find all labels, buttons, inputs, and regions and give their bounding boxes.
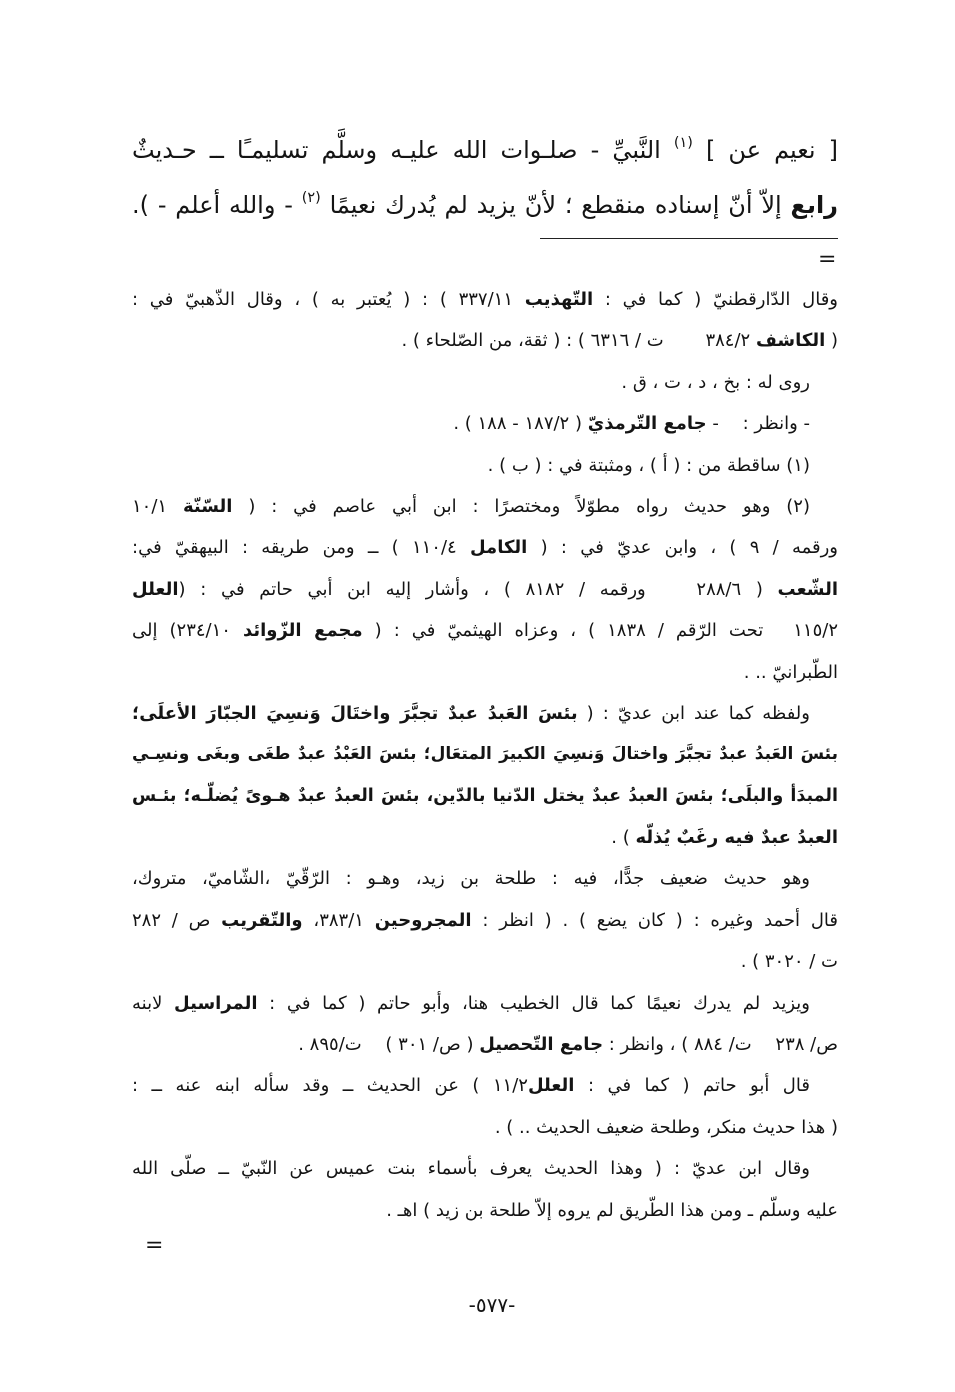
- footnote-text: ص / ٢٨٢: [132, 909, 222, 931]
- footnote-text: قال أبو حاتم ( كما في :: [574, 1075, 810, 1097]
- footnote-text: ١١/٢ ) عن الحديث ــ وقد سأله ابنه عنه ــ :: [132, 1075, 528, 1097]
- continuation-mark-top: =: [818, 247, 837, 272]
- cited-work-title: جامع التّحصيل: [479, 1034, 604, 1056]
- footnote-line: [132, 652, 838, 693]
- footnote-text: وقال ابن عديّ : ( وهذا الحديث يعرف بأسماء بنت عميس عن النّبيّ ــ صلّى الله: [132, 1158, 810, 1180]
- footnote-text: ( هذا حديث منكر، وطلحة ضعيف الحديث .. ) .: [494, 1116, 838, 1138]
- footnote-text: (١) ساقطة من : ( أ ) ، ومثبتة في : ( ب ) .: [487, 454, 810, 476]
- cited-work-title: الشّعب: [777, 578, 838, 600]
- footnote-line: [132, 279, 838, 320]
- footnote-text: ) .: [611, 827, 636, 849]
- main-text-line: [132, 178, 838, 233]
- footnote-text: ٣٨٣/١،: [302, 909, 375, 931]
- footnote-line: [132, 1190, 838, 1231]
- main-text-segment: إلاّ أنّ إسناده منقطع ؛ لأنّ يزيد لم يُدرك نعيمًا: [320, 191, 791, 219]
- footnote-text: ١١٥/٢ تحت الرّقم / ١٨٣٨ ) ، وعزاه الهيثميّ في : (: [362, 620, 838, 642]
- footnote-line: [132, 983, 838, 1024]
- footnote-line: [132, 527, 838, 568]
- footnote-line: [132, 403, 838, 444]
- footnote-line: [132, 858, 838, 899]
- cited-work-title: جامع التّرمذيّ: [587, 413, 707, 435]
- cited-work-title: التّهذيب: [524, 289, 594, 310]
- footnote-line: [132, 817, 838, 858]
- footnote-text: وقال الدّارقطنيّ ( كما في :: [593, 289, 838, 310]
- cited-work-title: المراسيل: [174, 992, 258, 1014]
- cited-work-title: الكامل: [469, 537, 528, 559]
- cited-work-title: العلل: [132, 578, 179, 600]
- main-text-segment: - والله أعلم - ).: [132, 191, 302, 219]
- footnote-text: (: [825, 330, 838, 352]
- footnote-text: ص/ ٢٣٨ ت/ ٨٨٤ ) ، وانظر :: [603, 1034, 838, 1056]
- footnote-text: ( ص/ ٣٠١ ) ت/٨٩٥ .: [298, 1034, 480, 1056]
- footnote-line: [132, 320, 838, 361]
- cited-work-title: العلل: [527, 1075, 575, 1097]
- hadith-quote: العبدُ عبدٌ فيه رغَبٌ يُذلّه: [635, 827, 838, 849]
- footnote-line: [132, 486, 838, 527]
- footnote-text: ( ٢٨٨/٦ ورقمه / ٨١٨٢ ) ، وأشار إليه ابن أبي حاتم في : (: [178, 578, 778, 600]
- footnote-text: ( ١٨٧/٢ - ١٨٨ ) .: [453, 413, 588, 435]
- cited-work-title: الكاشف: [755, 330, 826, 352]
- footnote-line: [132, 1024, 838, 1065]
- footnote-text: ١١٠/٤ ) ــ ومن طريقه : البيهقيّ في:: [132, 537, 470, 559]
- footnote-line: [132, 734, 838, 775]
- footnote-text: ويزيد لم يدرك نعيمًا كما قال الخطيب هنا، وأبو حاتم ( كما في :: [257, 992, 810, 1014]
- footnote-line: [132, 1148, 838, 1189]
- hadith-quote: بئسَ العَبدُ عبدٌ تجبَّرَ واختالَ وَنسِيَ الكبيرَ المتعَال؛ بئسَ العَبْدُ عبدٌ طغَى وبغَى ونسِـي: [132, 744, 838, 765]
- footnote-line: [132, 610, 838, 651]
- footnote-line: [132, 693, 838, 734]
- footnote-line: [132, 1065, 838, 1106]
- footnote-line: [132, 776, 838, 817]
- footnote-text: الطّبرانيّ .. .: [743, 661, 838, 683]
- footnote-text: ت / ٣٠٢٠ ) .: [740, 951, 838, 973]
- footnote-text: عليه وسلّم ـ ومن هذا الطّريق لم يروه إلاّ طلحة بن زيد ) اهـ .: [386, 1199, 838, 1221]
- hadith-quote: بئسَ العَبدُ عبدٌ تجبَّرَ واختَالَ وَنسِيَ الجبّارَ الأعلَى؛: [132, 702, 578, 724]
- footnote-line: [132, 362, 838, 403]
- footnote-text: روى له : بخ ، د ، ت ، ق .: [621, 371, 810, 393]
- footnote-text: ٣٨٤/٢ ت / ٦٣١٦ ) : ( ثقة، من الصّلحاء ) .: [401, 330, 756, 352]
- footnote-line: [132, 445, 838, 486]
- hadith-quote: المبدَأ والبلَى؛ بئسَ العبدُ عبدٌ يختل الدّنيا بالدّين، بئسَ العبدُ عبدٌ هـوىً يُضلّـه؛ بئـس: [132, 785, 838, 806]
- footnote-text: لابنه: [132, 992, 175, 1014]
- main-text-emphasis: رابع: [790, 191, 838, 219]
- footnote-text: قال أحمد وغيره : ( كان يضع ) . ( انظر :: [471, 909, 838, 931]
- footnote-text: ٢٣٤/١٠) إلى: [132, 620, 243, 642]
- footnote-reference: (٢): [301, 190, 321, 207]
- footnote-text: وهو حديث ضعيف جدًّا، فيه : طلحة بن زيد، وهـو : الرّقّيّ ،الشّاميّ، متروك،: [132, 868, 810, 890]
- cited-work-title: مجمع الزّوائد: [242, 620, 363, 642]
- cited-work-title: السّنّة: [182, 495, 233, 517]
- main-text-segment: [ نعيم عن ]: [692, 136, 838, 164]
- footnote-separator-rule: [540, 238, 838, 239]
- footnote-text: - وانظر : -: [706, 413, 810, 435]
- footnote-text: ورقمه / ٩ ) ، وابن عديّ في : (: [527, 537, 838, 559]
- main-text-segment: النَّبيِّ - صلـوات الله عليـه وسلَّم تسليمـًا ــ حـديثٌ: [132, 136, 674, 164]
- footnote-reference: (١): [673, 135, 693, 152]
- continuation-mark-bottom: =: [145, 1233, 164, 1258]
- footnote-line: [132, 900, 838, 941]
- footnote-text: ١٠/١: [132, 495, 183, 517]
- cited-work-title: والتّقريب: [221, 909, 303, 931]
- main-text-line: [132, 123, 838, 178]
- footnotes: [132, 279, 838, 1231]
- footnote-text: ٣٣٧/١١ ) : ( يُعتبر به ) ، وقال الذّهبيّ في :: [132, 289, 525, 310]
- page-number: -٥٧٧-: [468, 1293, 516, 1317]
- footnote-line: [132, 941, 838, 982]
- footnote-line: [132, 1107, 838, 1148]
- main-text: [132, 123, 838, 233]
- footnote-line: [132, 569, 838, 610]
- cited-work-title: المجروحين: [374, 909, 472, 931]
- footnote-text: ولفظه كما عند ابن عديّ : (: [577, 702, 810, 724]
- footnote-text: (٢) وهو حديث رواه مطوّلاً ومختصرًا : ابن أبي عاصم في : (: [232, 495, 810, 517]
